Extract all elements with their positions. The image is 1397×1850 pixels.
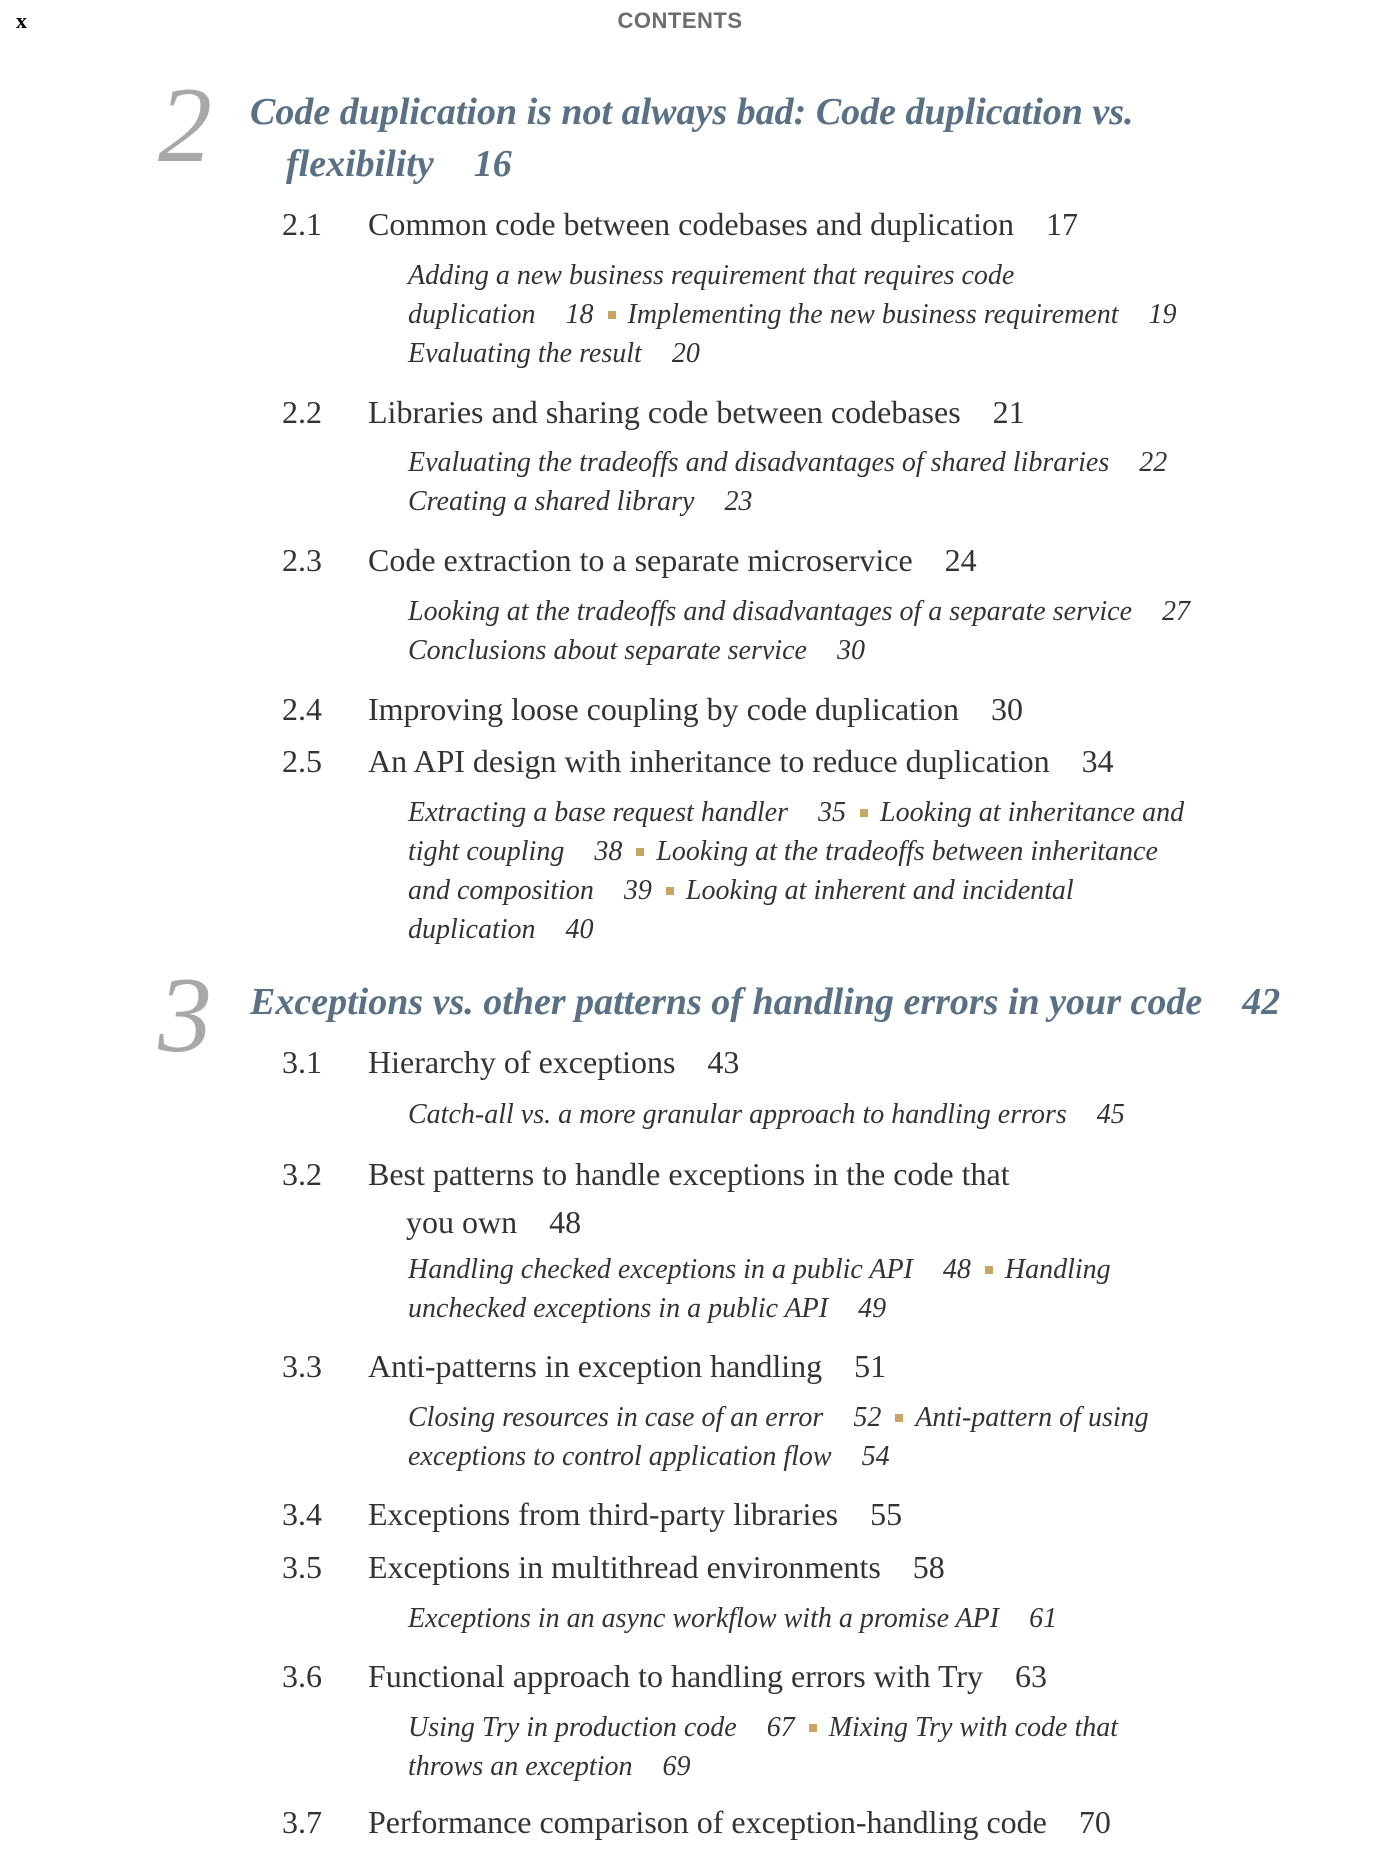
section-title: Libraries and sharing code between codebases 21 xyxy=(368,394,1025,430)
separator-square xyxy=(608,311,616,319)
section-number: 2.1 xyxy=(282,206,322,242)
subsection-line[interactable]: Extracting a base request handler 35 Looking at inheritance and xyxy=(408,797,1185,828)
section-title: Exceptions in multithread environments 58 xyxy=(368,1549,945,1585)
subsection-line[interactable]: throws an exception 69 xyxy=(408,1751,691,1782)
section-title: Performance comparison of exception-handling code 70 xyxy=(368,1804,1111,1840)
section-title-text: Common code between codebases and duplication xyxy=(368,206,1015,242)
section-number: 2.3 xyxy=(282,542,322,578)
subsections-2-3 xyxy=(408,592,1308,670)
subsections-3-1 xyxy=(408,1095,1308,1134)
subsections-2-1 xyxy=(408,256,1308,373)
subsection-line[interactable]: Evaluating the result 20 xyxy=(408,338,700,369)
subsection-line[interactable]: Creating a shared library 23 xyxy=(408,486,753,517)
subsection-line[interactable]: Evaluating the tradeoffs and disadvantages of shared libraries 22 xyxy=(408,447,1168,478)
subsection-line[interactable]: Looking at the tradeoffs and disadvantages of a separate service 27 xyxy=(408,596,1191,627)
chapter-page: 42 xyxy=(1242,981,1281,1023)
subsection-line[interactable]: Using Try in production code 67 Mixing Try with code that xyxy=(408,1712,1119,1743)
subsection-line[interactable]: Conclusions about separate service 30 xyxy=(408,635,865,666)
subsection-line[interactable]: and composition 39 Looking at inherent and incidental xyxy=(408,875,1074,906)
subsections-2-2 xyxy=(408,443,1308,521)
subsection-line[interactable]: Handling checked exceptions in a public API 48 Handling xyxy=(408,1254,1111,1285)
section-title: Improving loose coupling by code duplication 30 xyxy=(368,691,1023,727)
section-title: Functional approach to handling errors with Try 63 xyxy=(368,1658,1048,1694)
section-title: Hierarchy of exceptions 43 xyxy=(368,1044,740,1080)
subsection-line[interactable]: duplication 40 xyxy=(408,914,594,945)
section-page: 48 xyxy=(549,1204,582,1240)
subsections-3-2 xyxy=(408,1250,1308,1328)
section-title: An API design with inheritance to reduce duplication 34 xyxy=(368,743,1114,779)
subsections-2-5 xyxy=(408,793,1308,949)
separator-square xyxy=(809,1724,817,1732)
separator-square xyxy=(895,1414,903,1422)
section-page: 51 xyxy=(854,1348,887,1384)
chapter-title-text: flexibility xyxy=(286,143,434,185)
chapter-page: 16 xyxy=(473,143,512,185)
section-number: 3.5 xyxy=(282,1549,322,1585)
subsection-line[interactable]: Adding a new business requirement that requires code xyxy=(408,260,1015,291)
section-page: 34 xyxy=(1081,743,1114,779)
section-number: 3.6 xyxy=(282,1658,322,1694)
section-number: 2.2 xyxy=(282,394,322,430)
chapter-number: 2 xyxy=(158,66,212,185)
separator-square xyxy=(985,1266,993,1274)
section-page: 55 xyxy=(870,1496,903,1532)
section-page: 58 xyxy=(912,1549,945,1585)
section-title: Anti-patterns in exception handling 51 xyxy=(368,1348,887,1384)
section-title: Code extraction to a separate microservice 24 xyxy=(368,542,977,578)
subsection-line[interactable]: unchecked exceptions in a public API 49 xyxy=(408,1293,887,1324)
subsection-line[interactable]: tight coupling 38 Looking at the tradeoffs between inheritance xyxy=(408,836,1158,867)
section-page: 30 xyxy=(991,691,1023,727)
separator-square xyxy=(636,848,644,856)
chapter-title-link[interactable] xyxy=(250,86,1360,190)
section-title xyxy=(368,200,1368,248)
running-head: CONTENTS xyxy=(617,8,743,33)
section-page: 17 xyxy=(1046,206,1079,242)
section-title: Best patterns to handle exceptions in the code that you own 48 xyxy=(368,1156,1010,1240)
subsection-line[interactable]: Closing resources in case of an error 52 Anti-pattern of using xyxy=(408,1402,1149,1433)
chapter-title-line xyxy=(250,138,1360,190)
subsections-3-3 xyxy=(408,1398,1308,1476)
section-number: 3.1 xyxy=(282,1044,322,1080)
chapter-title-link[interactable] xyxy=(250,976,1360,1028)
page-number-roman: x xyxy=(16,8,27,33)
separator-square xyxy=(860,809,868,817)
section-number: 2.4 xyxy=(282,691,322,727)
section-number: 3.4 xyxy=(282,1496,322,1532)
section-number: 3.2 xyxy=(282,1156,322,1192)
section-page: 70 xyxy=(1078,1804,1111,1840)
section-page: 43 xyxy=(707,1044,740,1080)
subsections-3-6 xyxy=(408,1708,1308,1786)
separator-square xyxy=(666,887,674,895)
section-page: 24 xyxy=(944,542,977,578)
section-page: 21 xyxy=(992,394,1025,430)
subsection-line[interactable]: exceptions to control application flow 54 xyxy=(408,1441,890,1472)
subsection-line[interactable]: duplication 18 Implementing the new business requirement 19 xyxy=(408,299,1177,330)
section-number: 3.3 xyxy=(282,1348,322,1384)
subsection-line[interactable]: Catch-all vs. a more granular approach to handling errors 45 xyxy=(408,1099,1125,1130)
section-number: 2.5 xyxy=(282,743,322,779)
chapter-title-line: Code duplication is not always bad: Code duplication vs. xyxy=(250,91,1134,133)
subsection-line[interactable]: Exceptions in an async workflow with a promise API 61 xyxy=(408,1603,1058,1634)
section-title: Exceptions from third-party libraries 55 xyxy=(368,1496,903,1532)
chapter-number: 3 xyxy=(158,956,212,1075)
section-number: 3.7 xyxy=(282,1804,322,1840)
subsections-3-5 xyxy=(408,1599,1308,1638)
section-page: 63 xyxy=(1015,1658,1048,1694)
chapter-title-line: Exceptions vs. other patterns of handling errors in your code 42 xyxy=(250,981,1281,1023)
